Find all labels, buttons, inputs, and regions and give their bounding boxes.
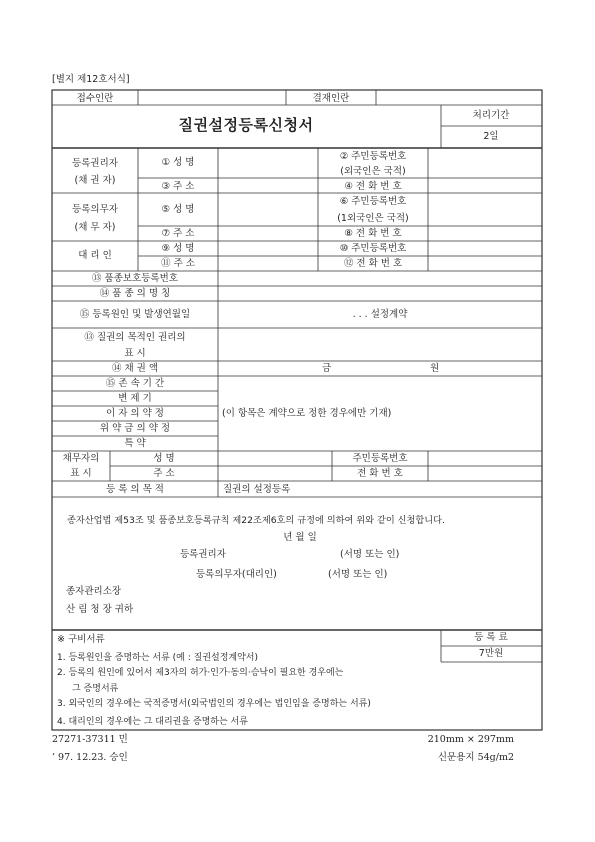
declaration-text: 종자산업법 제53조 및 품종보호등록규칙 제22조제6호의 규정에 의하여 위와 같이 신청합니다.	[67, 515, 445, 526]
right-holder-label: 등록권리자	[72, 158, 118, 169]
agent-phone-label: ⑫ 전 화 번 호	[343, 258, 403, 269]
processing-period-value: 2일	[483, 131, 499, 142]
form-number: [별지 제12호서식]	[52, 74, 130, 85]
obligor-name-label: ⑤ 성 명	[161, 204, 195, 215]
right-holder-id-label: ② 주민등록번호	[339, 151, 407, 162]
fee-value: 7만원	[478, 648, 504, 659]
pledge-right-label: ⑬ 질권의 목적인 권리의	[84, 332, 186, 343]
document-item-1: 1. 등록원인을 증명하는 서류 (예 : 질권설정계약서)	[57, 653, 258, 663]
obligor-phone-label: ⑧ 전 화 번 호	[344, 228, 402, 239]
agent-id-label: ⑩ 주민등록번호	[339, 243, 407, 254]
recipient-office-2: 산 림 청 장 귀하	[66, 604, 134, 615]
amount-prefix: 금	[322, 363, 332, 374]
purpose-label: 등 록 의 목 적	[106, 484, 164, 495]
obligor-address-label: ⑦ 주 소	[161, 228, 195, 239]
footer-approval: ’ 97. 12.23. 승인	[52, 752, 128, 763]
cause-date-label: ⑮ 등록원인 및 발생연월일	[79, 309, 191, 320]
document-item-2-cont: 그 증명서류	[72, 684, 119, 694]
applicant-obligor: 등록의무자(대리인)	[196, 569, 277, 580]
footer-size: 210mm × 297mm	[427, 734, 514, 745]
signature-obligor: (서명 또는 인)	[328, 569, 388, 580]
debtor-address-label: 주 소	[153, 468, 175, 479]
debtor-name-label: 성 명	[153, 453, 175, 464]
applicant-right-holder: 등록권리자	[180, 549, 226, 560]
document-item-4: 4. 대리인의 경우에는 그 대리권을 증명하는 서류	[57, 717, 248, 727]
fee-label: 등 록 료	[474, 632, 508, 643]
signature-right-holder: (서명 또는 인)	[340, 549, 400, 560]
optional-note: (이 항목은 계약으로 정한 경우에만 기재)	[222, 408, 392, 419]
document-item-2: 2. 등록의 원인에 있어서 제3자의 허가·인가·동의·승낙이 필요한 경우에는	[57, 668, 344, 678]
footer-paper: 신문용지 54g/m2	[437, 752, 514, 763]
declaration-date: 년 월 일	[283, 532, 317, 543]
approval-stamp-label: 결재인란	[312, 93, 350, 104]
debtor-sublabel: 표 시	[70, 468, 92, 479]
agent-address-label: ⑪ 주 소	[161, 258, 195, 269]
variety-name-label: ⑭ 품 종 의 명 칭	[99, 288, 171, 299]
penalty-label: 위 약 금 의 약 정	[99, 423, 171, 434]
purpose-value: 질권의 설정등록	[223, 484, 291, 495]
agent-name-label: ⑨ 성 명	[161, 243, 195, 254]
documents-title: ※ 구비서류	[57, 634, 105, 645]
agent-label: 대 리 인	[78, 250, 112, 261]
debtor-label: 채무자의	[62, 453, 100, 464]
interest-label: 이 자 의 약 정	[106, 408, 164, 419]
obligor-sublabel: (채 무 자)	[74, 222, 116, 233]
debtor-id-label: 주민등록번호	[352, 453, 408, 464]
pledge-right-sublabel: 표 시	[124, 348, 146, 359]
processing-period-label: 처리기간	[472, 110, 510, 121]
variety-reg-no-label: ⑬ 품종보호등록번호	[92, 273, 178, 284]
form-title: 질권설정등록신청서	[178, 116, 314, 134]
special-label: 특 약	[124, 438, 146, 449]
debtor-phone-label: 전 화 번 호	[357, 468, 403, 479]
document-item-3: 3. 외국인의 경우에는 국적증명서(외국법인의 경우에는 법인임을 증명하는 서류)	[57, 699, 371, 709]
recipient-office-1: 종자관리소장	[66, 586, 122, 597]
bond-amount-label: ⑭ 채 권 액	[111, 363, 159, 374]
obligor-id-label: ⑥ 주민등록번호	[339, 196, 407, 207]
obligor-label: 등록의무자	[72, 204, 118, 215]
cause-date-value: . . . 설정계약	[352, 309, 408, 320]
right-holder-name-label: ① 성 명	[161, 157, 195, 168]
repayment-label: 변 제 기	[118, 393, 152, 404]
obligor-id-note: (1외국인은 국적)	[337, 213, 409, 224]
amount-suffix: 원	[430, 363, 440, 374]
right-holder-address-label: ③ 주 소	[161, 181, 195, 192]
footer-code: 27271-37311 민	[52, 734, 128, 745]
receipt-stamp-label: 접수인란	[76, 93, 114, 104]
right-holder-id-note: (외국인은 국적)	[340, 166, 406, 177]
duration-label: ⑮ 존 속 기 간	[105, 378, 165, 389]
right-holder-phone-label: ④ 전 화 번 호	[344, 181, 402, 192]
right-holder-sublabel: (채 권 자)	[74, 175, 116, 186]
